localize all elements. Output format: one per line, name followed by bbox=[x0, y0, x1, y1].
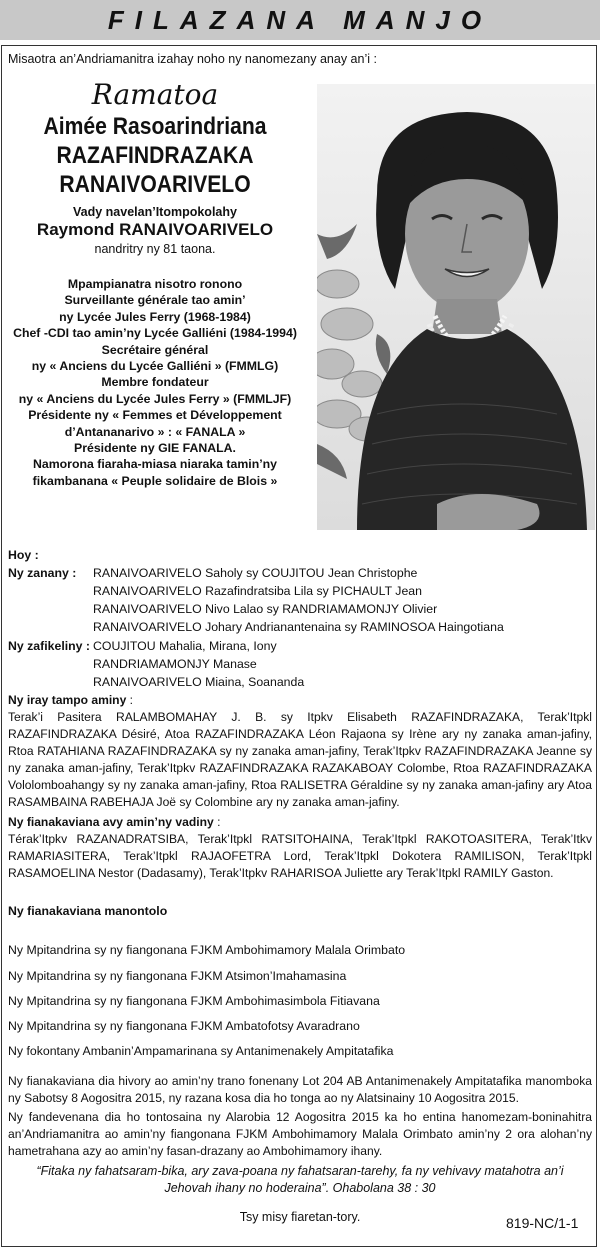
grandchild-item: RANAIVOARIVELO Miaina, Soananda bbox=[93, 675, 305, 689]
child-item: RANAIVOARIVELO Saholy sy COUJITOU Jean Christophe bbox=[93, 566, 418, 580]
role-line: Surveillante générale tao amin’ bbox=[64, 293, 246, 308]
child-item: RANAIVOARIVELO Johary Andrianantenaina sy RAMINOSOA Haingotiana bbox=[93, 620, 504, 634]
portrait-photo bbox=[317, 84, 595, 530]
portrait-image bbox=[317, 84, 595, 530]
role-line: ny Lycée Jules Ferry (1968-1984) bbox=[59, 309, 251, 324]
role-line: fikambanana « Peuple solidaire de Blois » bbox=[32, 473, 278, 488]
role-line: Présidente ny GIE FANALA. bbox=[74, 441, 236, 456]
no-wake-note: Tsy misy fiaretan-tory. bbox=[239, 1210, 361, 1224]
extended-family-label: Ny fianakaviana manontolo bbox=[8, 904, 168, 918]
header-banner bbox=[0, 0, 600, 40]
child-item: RANAIVOARIVELO Nivo Lalao sy RANDRIAMAMONJY Olivier bbox=[93, 602, 438, 616]
grandchild-item: RANDRIAMAMONJY Manase bbox=[93, 657, 257, 671]
roles-list bbox=[2, 276, 308, 489]
hoy-label: Hoy : bbox=[8, 548, 39, 562]
role-line: Secrétaire général bbox=[101, 342, 209, 357]
role-line: Membre fondateur bbox=[101, 375, 209, 390]
age-text: nandritry ny 81 taona. bbox=[94, 242, 216, 256]
siblings-text: Terak’i Pasitera RALAMBOMAHAY J. B. sy Itpkv Elisabeth RAZAFINDRAZAKA, Terak’Itpkl RAZAFINDRAZAKA Désiré, Atoa RAZAFINDRAZAKA Léon Rajaona sy Irène ary ny zanaka aman-jafiny, Rtoa RATAHIANA RAZAFINDRAZAKA sy ny zanaka aman-jafiny, Terak’Itpkv RAZAFINDRAZAKA Jeanne sy ny zanaka aman-jafiny, Terak’Itpkv RAZAFINDRAZAKA RAZAKABOAY Colombe, Rtoa RAZAFINDRAZAKA Vololomboahangy sy ny zanaka aman-jafiny, Rtoa RALISETRA Géraldine sy ny zanaka aman-jafiny ary Atoa RASAMBAINA RABEHAJA Joë sy Colombine ary ny zanaka aman-jafiny. bbox=[8, 710, 592, 809]
grandchildren-section bbox=[8, 638, 90, 655]
siblings-label: Ny iray tampo aminy bbox=[8, 693, 127, 707]
role-line: Présidente ny « Femmes et Développement bbox=[28, 408, 282, 423]
deceased-name-2: RAZAFINDRAZAKA bbox=[56, 142, 254, 169]
deceased-block bbox=[2, 78, 308, 489]
child-item: RANAIVOARIVELO Razafindratsiba Lila sy PICHAULT Jean bbox=[93, 584, 422, 598]
gathering-announcement: Ny fianakaviana dia hivory ao amin’ny trano fonenany Lot 204 AB Antanimenakely Ampitatafika manomboka ny Sabotsy 8 Aogositra 2015, ny razana kosa dia ho tonga ao ny Alatsinainy 10 Aogositra 2015. bbox=[8, 1074, 592, 1105]
spouse-intro: Vady navelan’Itompokolahy bbox=[73, 205, 237, 219]
in-laws-label: Ny fianakaviana avy amin’ny vadiny bbox=[8, 815, 214, 829]
honorific: Ramatoa bbox=[91, 78, 219, 111]
church-item: Ny Mpitandrina sy ny fiangonana FJKM Ambohimamory Malala Orimbato bbox=[8, 943, 406, 957]
role-line: ny « Anciens du Lycée Jules Ferry » (FMMLJF) bbox=[18, 391, 292, 406]
role-line: Mpampianatra nisotro ronono bbox=[67, 277, 243, 291]
church-item: Ny Mpitandrina sy ny fiangonana FJKM Atsimon’Imahamasina bbox=[8, 969, 347, 983]
church-item: Ny Mpitandrina sy ny fiangonana FJKM Ambohimasimbola Fitiavana bbox=[8, 994, 380, 1008]
bible-quote: “Fitaka ny fahatsaram-bika, ary zava-poana ny fahatsaran-tarehy, fa ny vehivavy matahotra an’i Jehovah ihany no hoderaina”. Ohabolana 38 : 30 bbox=[36, 1164, 564, 1195]
community-item: Ny fokontany Ambanin’Ampamarinana sy Antanimenakely Ampitatafika bbox=[8, 1044, 394, 1058]
children-section bbox=[8, 565, 76, 582]
in-laws-text: Térak’Itpkv RAZANADRATSIBA, Terak’Itpkl RATSITOHAINA, Terak’Itpkl RAKOTOASITERA, Terak’Itkv RAMARIASITERA, Terak’Itpkl RAJAOFETRA Lord, Terak’Itpkl Dokotera RAMILISON, Terak’Itpkl RASAMOELINA Nestor (Dadasamy), Terak’Itpkv RAHARISOA Juliette ary Terak’Itpkl RAMILY Gaston. bbox=[8, 832, 592, 880]
church-item: Ny Mpitandrina sy ny fiangonana FJKM Ambatofotsy Avaradrano bbox=[8, 1019, 360, 1033]
grandchildren-label: Ny zafikeliny : bbox=[8, 639, 91, 653]
role-line: Chef -CDI tao amin’ny Lycée Galliéni (1984-1994) bbox=[13, 326, 297, 341]
reference-code: 819-NC/1-1 bbox=[506, 1215, 579, 1231]
role-line: Namorona fiaraha-miasa niaraka tamin’ny bbox=[33, 457, 277, 472]
grandchild-item: COUJITOU Mahalia, Mirana, Iony bbox=[93, 639, 277, 653]
role-line: d’Antananarivo » : « FANALA » bbox=[64, 424, 246, 439]
siblings-colon: : bbox=[126, 693, 134, 707]
intro-text: Misaotra an’Andriamanitra izahay noho ny nanomezany anay an’i : bbox=[8, 52, 377, 66]
in-laws-section bbox=[8, 814, 592, 831]
in-laws-colon: : bbox=[213, 815, 221, 829]
siblings-section bbox=[8, 692, 592, 709]
children-label: Ny zanany : bbox=[8, 566, 77, 580]
role-line: ny « Anciens du Lycée Galliéni » (FMMLG) bbox=[31, 359, 279, 374]
header-title: FILAZANA MANJO bbox=[107, 4, 493, 35]
deceased-name-3: RANAIVOARIVELO bbox=[59, 171, 251, 198]
spouse-name: Raymond RANAIVOARIVELO bbox=[36, 220, 274, 239]
funeral-announcement: Ny fandevenana dia ho tontosaina ny Alarobia 12 Aogositra 2015 ka ho entina hanomezam-boninahitra an’Andriamanitra ao amin’ny fiangonana FJKM Ambohimamory Malala Orimbato amin’ny 2 ora alohan’ny hametrahana azy ao amin’ny fasan-drazany ao Ambohimamory ihany. bbox=[8, 1110, 592, 1158]
deceased-name-1: Aimée Rasoarindriana bbox=[43, 113, 267, 140]
